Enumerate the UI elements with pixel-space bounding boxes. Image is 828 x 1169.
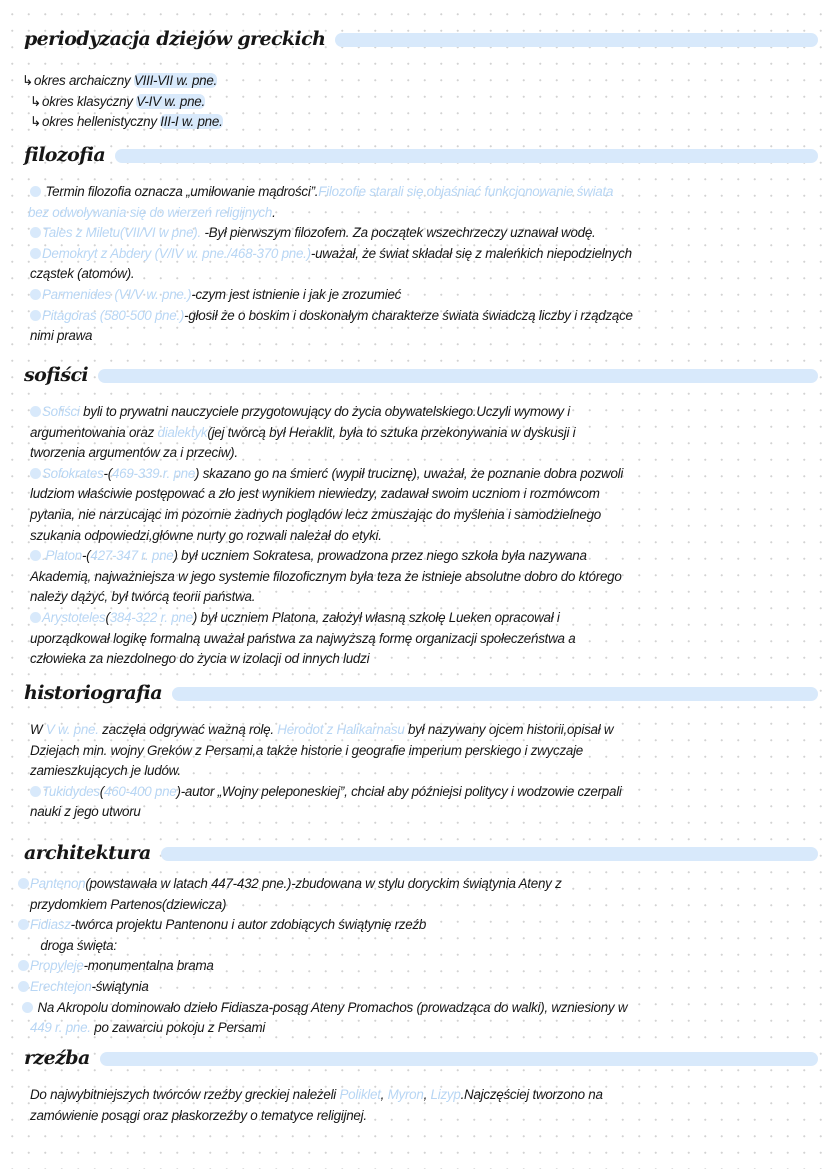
- heading-highlight-bar: [335, 33, 818, 47]
- text-segment: należy dążyć, był twórcą teorii państwa.: [30, 589, 256, 605]
- bullet-dot-icon: [18, 878, 29, 889]
- bullet-dot-icon: [30, 406, 41, 417]
- text-segment: (: [105, 609, 110, 625]
- highlighted-term: Sofiści: [42, 404, 80, 419]
- text-segment: Dziejach min. wojny Greków z Persami,a także historie i geografie imperium perskiego i zwyczaje: [30, 742, 584, 758]
- bullet-dot-icon: [30, 612, 41, 623]
- text-line: [30, 895, 627, 916]
- section-title: architektura: [24, 842, 151, 864]
- text-segment: ,: [423, 1087, 431, 1102]
- bullet-dot-icon: [30, 550, 41, 561]
- text-segment: )-autor „Wojny peleponeskiej”, chciał aby późniejsi politycy i wodzowie czerpali: [176, 783, 622, 799]
- text-line: [18, 874, 627, 895]
- text-segment: -Był pierwszym filozofem. Za początek wszechrzeczy uznawał wodę.: [200, 225, 596, 241]
- section-body: [30, 402, 623, 670]
- text-line: [30, 223, 633, 244]
- highlighted-term: 460-400 pne: [104, 783, 177, 799]
- text-segment: człowieka za niezdolnego do życia w izolacji od innych ludzi: [30, 651, 370, 667]
- section-body: [30, 874, 627, 1039]
- text-segment: przydomkiem Partenos(dziewicza): [30, 896, 227, 912]
- highlighted-term: 427-347 r. pne: [90, 548, 174, 564]
- highlighted-date: VIII-VII w. pne.: [133, 73, 218, 88]
- text-segment: pytania, nie narzucając im pozornie żadnych poglądów lecz zmuszając do myślenia i samodzielnego: [30, 506, 601, 522]
- heading-highlight-bar: [161, 847, 818, 861]
- highlighted-term: Demokryt z Abdery (V/IV w. pne./468-370 pne.): [42, 245, 311, 261]
- bullet-dot-icon: [30, 248, 41, 259]
- text-line: [30, 526, 623, 547]
- section-title: historiografia: [24, 682, 162, 704]
- text-line: [30, 112, 223, 133]
- text-segment: ) skazano go na śmierć (wypił truciznę), uważał, że poznanie dobra pozwoli: [195, 465, 624, 481]
- text-segment: -twórca projektu Pantenonu i autor zdobiących świątynię rzeźb: [70, 917, 427, 933]
- text-segment: okres klasyczny: [42, 93, 137, 109]
- section-title: sofiści: [24, 364, 89, 386]
- text-line: [30, 244, 633, 265]
- highlighted-term: Herodot z Halikarnasu: [277, 722, 405, 737]
- arrow-bullet-icon: ↳: [30, 93, 41, 109]
- highlighted-term: Propyleje: [30, 958, 84, 974]
- heading-highlight-bar: [98, 369, 818, 383]
- text-segment: cząstek (atomów).: [30, 266, 135, 282]
- section-body: [30, 720, 622, 823]
- text-segment: szukania odpowiedzi,główne nurty go rozwali należał do etyki.: [30, 527, 382, 543]
- section-sculpture: [0, 1043, 828, 1123]
- heading-highlight-bar: [115, 149, 818, 163]
- highlighted-term: Fidiasz: [30, 917, 71, 933]
- highlighted-term: Poliklet: [339, 1087, 381, 1102]
- text-segment: po zawarciu pokoju z Persami: [90, 1020, 266, 1036]
- highlighted-date: V-IV w. pne.: [136, 93, 205, 109]
- text-line: [30, 505, 623, 526]
- section-body: [30, 182, 633, 347]
- text-line: [30, 443, 623, 464]
- text-segment: nimi prawa: [30, 328, 93, 344]
- bullet-dot-icon: [18, 960, 29, 971]
- highlighted-term: 384-322 r. pne: [109, 609, 193, 625]
- text-line: [30, 285, 633, 306]
- text-line: [28, 203, 633, 224]
- bullet-dot-icon: [30, 310, 41, 321]
- text-line: [30, 546, 623, 567]
- section-heading: [0, 1043, 828, 1073]
- text-line: [30, 720, 622, 741]
- section-sophists: [0, 360, 828, 667]
- highlighted-term: V w. pne.: [45, 722, 99, 737]
- bullet-dot-icon: [18, 981, 29, 992]
- text-segment: .Najczęściej tworzono na: [460, 1087, 603, 1102]
- highlighted-term: Sofokrates: [42, 465, 104, 481]
- text-segment: okres archaiczny: [34, 73, 134, 88]
- text-line: [30, 402, 623, 423]
- text-segment: ) był uczniem Sokratesa, prowadzona przez niego szkoła była nazywana: [173, 548, 587, 564]
- text-segment: -(: [81, 548, 91, 564]
- text-line: [30, 484, 623, 505]
- text-line: [30, 1085, 603, 1106]
- text-segment: uporządkował logikę formalną uważał państwa za najwyższą formę organizacji społeczeństwa a: [30, 630, 576, 646]
- bullet-dot-icon: [30, 468, 41, 479]
- text-segment: -świątynia: [91, 978, 149, 994]
- heading-highlight-bar: [172, 687, 818, 701]
- bullet-dot-icon: [18, 919, 29, 930]
- section-title: periodyzacja dziejów greckich: [24, 28, 326, 50]
- text-line: [30, 741, 622, 762]
- highlighted-term: 469-339 r. pne: [111, 465, 196, 481]
- text-line: [30, 182, 633, 203]
- text-line: [30, 608, 623, 629]
- highlighted-term: .Platon: [42, 548, 82, 564]
- section-heading: [0, 838, 828, 868]
- highlighted-term: Erechtejon: [30, 978, 92, 994]
- text-line: [30, 1106, 603, 1127]
- section-title: rzeźba: [24, 1047, 90, 1069]
- section-philosophy: [0, 140, 828, 344]
- section-body: [22, 71, 223, 133]
- highlighted-term: Pitagoras (580-500 pne.): [42, 307, 185, 323]
- text-segment: zamówienie posągi oraz płaskorzeźby o tematyce religijnej.: [30, 1107, 367, 1123]
- text-line: [30, 802, 622, 823]
- text-line: [18, 956, 627, 977]
- text-line: [30, 326, 633, 347]
- highlighted-term: dialektyk: [157, 424, 208, 440]
- text-segment: tworzenia argumentów za i przeciw).: [30, 445, 238, 461]
- text-segment: ludziom właściwie postępować a zło jest wynikiem niewiedzy, zadawał swoim uczniom i rozmówcom: [30, 486, 600, 502]
- text-segment: droga święta:: [30, 937, 117, 953]
- text-segment: -czym jest istnienie i jak je zrozumieć: [191, 286, 402, 302]
- text-segment: Akademią, najważniejsza w jego systemie filozoficznym była teza że istnieje absolutne dobro do którego: [30, 568, 622, 584]
- text-segment: Do najwybitniejszych twórców rzeźby greckiej należeli: [30, 1087, 340, 1102]
- text-segment: -uważał, że świat składał się z maleńkich niepodzielnych: [310, 245, 632, 261]
- text-line: [30, 306, 633, 327]
- text-line: [30, 761, 622, 782]
- text-line: [30, 567, 623, 588]
- text-line: [30, 423, 623, 444]
- text-segment: Termin filozofia oznacza „umiłowanie mądrości”.: [42, 184, 319, 199]
- text-line: [30, 782, 622, 803]
- arrow-bullet-icon: ↳: [22, 73, 33, 88]
- highlighted-term: Tales z Miletu(VII/VI w pne).: [42, 225, 201, 241]
- bullet-dot-icon: [30, 186, 41, 197]
- text-segment: (jej twórcą był Heraklit, była to sztuka przekonywania w dyskusji i: [207, 424, 576, 440]
- text-segment: zaczęła odgrywać ważną rolę.: [98, 722, 278, 737]
- text-segment: ) był uczniem Platona, założył własną szkołę Lueken opracował i: [192, 609, 560, 625]
- text-line: [22, 71, 223, 92]
- highlighted-term: bez odwoływania się do wierzeń religijnych: [28, 204, 273, 220]
- section-body: [30, 1085, 603, 1126]
- bullet-dot-icon: [22, 1002, 33, 1013]
- text-segment: -(: [103, 465, 112, 481]
- text-segment: argumentowania oraz: [30, 424, 158, 440]
- highlighted-term: 449 r. pne.: [30, 1020, 91, 1036]
- text-segment: ,: [380, 1087, 388, 1102]
- section-heading: [0, 678, 828, 708]
- text-line: [30, 936, 627, 957]
- bullet-dot-icon: [30, 227, 41, 238]
- bullet-dot-icon: [30, 786, 41, 797]
- text-line: [18, 977, 627, 998]
- highlighted-date: III-I w. pne.: [160, 114, 223, 130]
- text-line: [30, 587, 623, 608]
- text-segment: Na Akropolu dominowało dzieło Fidiasza-posąg Ateny Promachos (prowadząca do walki), wzniesiony w: [34, 999, 628, 1015]
- text-line: [30, 649, 623, 670]
- text-segment: -monumentalna brama: [83, 958, 214, 974]
- highlighted-term: Tukidydes: [42, 783, 100, 799]
- highlighted-term: Pantenon: [30, 876, 86, 891]
- highlighted-term: Parmenides (VI/V w. pne.): [42, 286, 192, 302]
- text-line: [30, 629, 623, 650]
- heading-highlight-bar: [100, 1052, 818, 1066]
- highlighted-term: Arystoteles: [42, 609, 106, 625]
- text-segment: (powstawała w latach 447-432 pne.)-zbudowana w stylu doryckim świątynia Ateny z: [85, 876, 562, 891]
- section-title: filozofia: [24, 144, 106, 166]
- text-segment: byli to prywatni nauczyciele przygotowujący do życia obywatelskiego.Uczyli wymowy i: [79, 404, 570, 419]
- section-heading: [0, 24, 828, 54]
- section-heading: [0, 360, 828, 390]
- section-architecture: [0, 838, 828, 1036]
- text-segment: (: [99, 783, 105, 799]
- text-segment: zamieszkujących je ludów.: [30, 763, 181, 779]
- text-line: [30, 1018, 627, 1039]
- text-line: [18, 915, 627, 936]
- arrow-bullet-icon: ↳: [30, 114, 41, 130]
- text-segment: .: [272, 204, 276, 220]
- highlighted-term: Lizyp: [430, 1087, 461, 1102]
- text-line: [30, 92, 223, 113]
- section-heading: [0, 140, 828, 170]
- text-segment: nauki z jego utworu: [30, 804, 141, 820]
- text-line: [22, 998, 627, 1019]
- highlighted-term: Filozofie starali się objaśniać funkcjonowanie świata: [318, 184, 614, 199]
- section-historiography: [0, 678, 828, 820]
- bullet-dot-icon: [30, 289, 41, 300]
- text-segment: W: [30, 722, 46, 737]
- text-line: [30, 464, 623, 485]
- text-line: [30, 264, 633, 285]
- text-segment: był nazywany ojcem historii,opisał w: [404, 722, 614, 737]
- section-periodization: [0, 24, 828, 130]
- highlighted-term: Myron: [387, 1087, 424, 1102]
- text-segment: okres hellenistyczny: [42, 114, 161, 130]
- text-segment: -głosił że o boskim i doskonałym charakterze świata świadczą liczby i rządzące: [184, 307, 633, 323]
